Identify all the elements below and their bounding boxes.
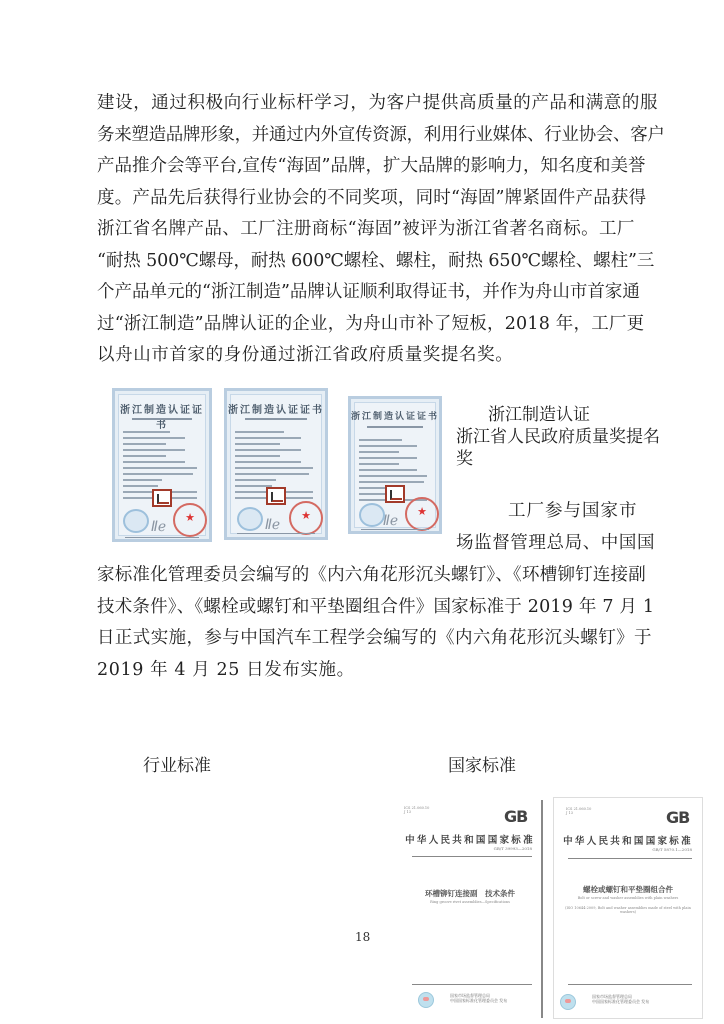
body-paragraph-2-line-2: 场监督管理总局、中国国 [456, 533, 656, 553]
text-line: 家标准化管理委员会编写的《内六角花形沉头螺钉》、《环槽铆钉连接副 [97, 565, 646, 585]
document-title: 环槽铆钉连接副 技术条件 [425, 889, 515, 898]
text-line: 日正式实施，参与中国汽车工程学会编写的《内六角花形沉头螺钉》于 [97, 628, 652, 648]
national-standard-label: 国家标准 [448, 756, 516, 776]
text-line: 度。产品先后获得行业协会的不同奖项，同时“海固”牌紧固件产品获得 [97, 187, 647, 208]
text-line: 过“浙江制造”品牌认证的企业，为舟山市补了短板，2018 年，工厂更 [97, 313, 645, 334]
blue-stamp-icon [359, 503, 385, 527]
national-standard-document-2: ICS 21.060.10 J 13 GB 中华人民共和国国家标准 GB/T 5870.1—2018 螺栓或螺钉和平垫圈组合件 Bolt or screw and washer assemblies with plain washers (ISO 10644:2009, Bolt and washer assemblies made of steel with plain washers) 国家市场监督管理总局 中国国家标准化管理委员会 发布 [553, 797, 703, 1019]
blue-stamp-icon [123, 509, 149, 533]
document-subtitle: Bolt or screw and washer assemblies with plain washers [577, 896, 679, 900]
signature: Ⅱℯ [265, 517, 281, 533]
emblem-icon [418, 992, 434, 1008]
certificate-caption-line-2: 浙江省人民政府质量奖提名 [456, 427, 660, 447]
text-line: 2019 年 4 月 25 日发布实施。 [97, 659, 355, 680]
zhejiang-made-logo-icon [266, 487, 286, 505]
industry-standard-label: 行业标准 [143, 756, 211, 776]
national-standard-document-1: ICS 21.060.10 J 13 GB 中华人民共和国国家标准 GB/T 39993—2018 环槽铆钉连接副 技术条件 Ring groove rivet assemblies—Specifications 国家市场监督管理总局 中国国家标准化管理委员会 发布 [398, 800, 542, 1018]
body-paragraph-2-line-1: 工厂参与国家市 [508, 501, 638, 521]
certificate-title: 浙江制造认证证书 [351, 412, 440, 422]
gb-logo-icon: GB [666, 808, 690, 827]
body-paragraph-1 [97, 88, 665, 372]
text-line: 产品推介会等平台,宣传“海固”品牌，扩大品牌的影响力，知名度和美誉 [97, 156, 646, 176]
document-subtitle: Ring groove rivet assemblies—Specifications [430, 900, 510, 904]
text-line: 建设，通过积极向行业标杆学习，为客户提供高质量的产品和满意的服 [97, 93, 659, 113]
document-title: 螺栓或螺钉和平垫圈组合件 [583, 885, 673, 894]
text-line: 个产品单元的“浙江制造”品牌认证顺利取得证书，并作为舟山市首家通 [97, 282, 640, 302]
zhejiang-made-logo-icon [385, 485, 405, 503]
divider [541, 800, 543, 1018]
red-seal-icon [405, 497, 439, 531]
red-seal-icon [173, 503, 207, 537]
certificate-title: 浙江制造认证证书 [120, 405, 204, 431]
certificate-caption-line-1: 浙江制造认证 [488, 405, 590, 425]
body-paragraph-2 [97, 560, 655, 686]
text-line: 浙江省名牌产品、工厂注册商标“海固”被评为浙江省著名商标。工厂 [97, 219, 635, 239]
document-header: 中华人民共和国国家标准 [405, 835, 535, 846]
signature: Ⅱℯ [151, 519, 167, 535]
red-seal-icon [289, 501, 323, 535]
page-number: 18 [355, 930, 371, 944]
certificate-image-1 [112, 388, 212, 542]
certificate-title: 浙江制造认证证书 [228, 405, 324, 416]
text-line: 以舟山市首家的身份通过浙江省政府质量奖提名奖。 [97, 345, 514, 365]
certificate-image-3 [348, 396, 442, 534]
text-line: 技术条件》、《螺栓或螺钉和平垫圈组合件》国家标准于 2019 年 7 月 1 [97, 596, 655, 617]
emblem-icon [560, 994, 576, 1010]
gb-logo-icon: GB [504, 807, 528, 826]
document-header: 中华人民共和国国家标准 [563, 836, 693, 847]
certificate-image-2 [224, 388, 328, 540]
text-line: 务来塑造品牌形象，并通过内外宣传资源，利用行业媒体、行业协会、客户 [97, 124, 665, 145]
text-line: “耐热 500℃螺母，耐热 600℃螺栓、螺柱，耐热 650℃螺栓、螺柱”三 [97, 250, 655, 271]
blue-stamp-icon [237, 507, 263, 531]
signature: Ⅱℯ [383, 513, 399, 529]
certificate-caption-line-3: 奖 [456, 449, 473, 469]
zhejiang-made-logo-icon [152, 489, 172, 507]
